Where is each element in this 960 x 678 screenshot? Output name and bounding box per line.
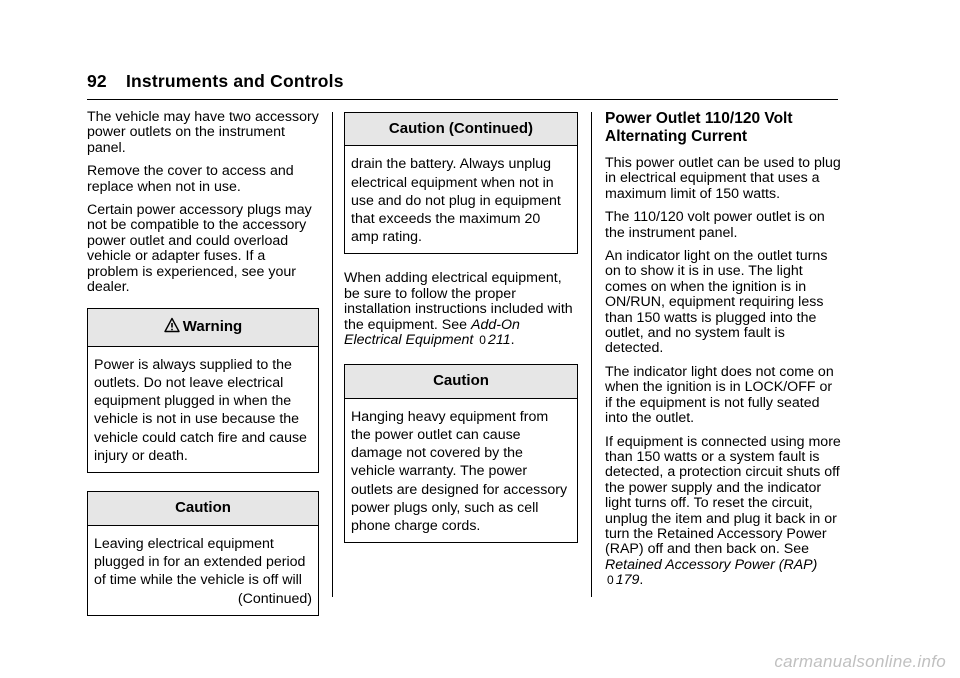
caution-body: Leaving electrical equipment plugged in for an extended period of time while the vehicle is off will <box>94 535 306 588</box>
warning-title: Warning <box>182 318 243 336</box>
warning-box-header <box>88 309 318 346</box>
column-divider-2 <box>591 112 592 597</box>
paragraph <box>344 271 578 348</box>
caution-continued-box <box>344 112 578 254</box>
warning-box <box>87 308 319 473</box>
paragraph: An indicator light on the outlet turns on to show it is in use. The light comes on when the ignition is in ON/RUN, equipment requiring less than 150 watts is plugged into the outlet, and no system fault is detected. <box>605 248 828 357</box>
paragraph-text: When adding electrical equipment, be sure to follow the proper installation instructions included with the equipment. See <box>344 270 573 333</box>
page-number: 92 <box>87 71 107 91</box>
period: . <box>639 572 644 589</box>
paragraph: Remove the cover to access and replace when not in use. <box>87 163 294 195</box>
caution-title: Caution <box>88 492 318 525</box>
caution-box <box>87 491 319 616</box>
paragraph: This power outlet can be used to plug in electrical equipment that uses a maximum limit of 150 watts. <box>605 155 841 202</box>
paragraph <box>605 435 841 589</box>
continued-label: (Continued) <box>237 591 312 608</box>
cross-reference-link[interactable]: Add-On Electrical Equipment <box>344 316 520 349</box>
page-header <box>87 71 344 92</box>
caution-continued-body: drain the battery. Always unplug electrical equipment when not in use and do not plug in equipment that exceeds the maximum 20 amp rating. <box>351 156 561 246</box>
cross-reference-link[interactable]: Retained Accessory Power (RAP) <box>605 556 818 573</box>
section-title: Instruments and Controls <box>125 71 344 91</box>
page-ref-symbol: 0 <box>607 573 614 588</box>
column-2 <box>344 112 578 543</box>
column-divider-1 <box>332 112 333 597</box>
caution-box-body <box>88 526 318 616</box>
caution-body-2: Hanging heavy equipment from the power outlet can cause damage not covered by the vehicle warranty. The power outlets are designed for accessory power plugs only, such as cell phone charge cords. <box>351 408 568 535</box>
warning-triangle-icon <box>164 317 180 336</box>
page-ref-number[interactable]: 179 <box>615 572 640 589</box>
section-heading: Power Outlet 110/120 Volt Alternating Current <box>605 110 793 145</box>
header-rule <box>87 99 838 100</box>
paragraph: The indicator light does not come on when the ignition is in LOCK/OFF or if the equipment is not fully seated into the outlet. <box>605 363 834 427</box>
warning-body: Power is always supplied to the outlets. Do not leave electrical equipment plugged in when the vehicle is not in use because the vehicle could catch fire and cause injury or death. <box>94 356 307 464</box>
paragraph: Certain power accessory plugs may not be compatible to the accessory power outlet and could overload vehicle or adapter fuses. If a problem is experienced, see your dealer. <box>87 202 312 296</box>
page-ref-number[interactable]: 211 <box>487 332 511 349</box>
period: . <box>510 332 515 349</box>
caution-title-2: Caution <box>345 365 577 398</box>
caution-continued-title: Caution (Continued) <box>345 113 577 146</box>
paragraph: The 110/120 volt power outlet is on the instrument panel. <box>605 209 825 241</box>
column-1 <box>87 110 319 616</box>
page-ref-symbol: 0 <box>479 333 486 348</box>
watermark: carmanualsonline.info <box>774 652 946 671</box>
paragraph: The vehicle may have two accessory power outlets on the instrument panel. <box>87 109 319 156</box>
column-3 <box>605 110 841 597</box>
caution-box-2 <box>344 364 578 543</box>
paragraph-text: If equipment is connected using more than 150 watts or a system fault is detected, a protection circuit shuts off the power supply and the indicator light turns off. To reset the circuit, unplug the item and plug it back in or turn the Retained Accessory Power (RAP) off and then back on. See <box>605 433 841 558</box>
